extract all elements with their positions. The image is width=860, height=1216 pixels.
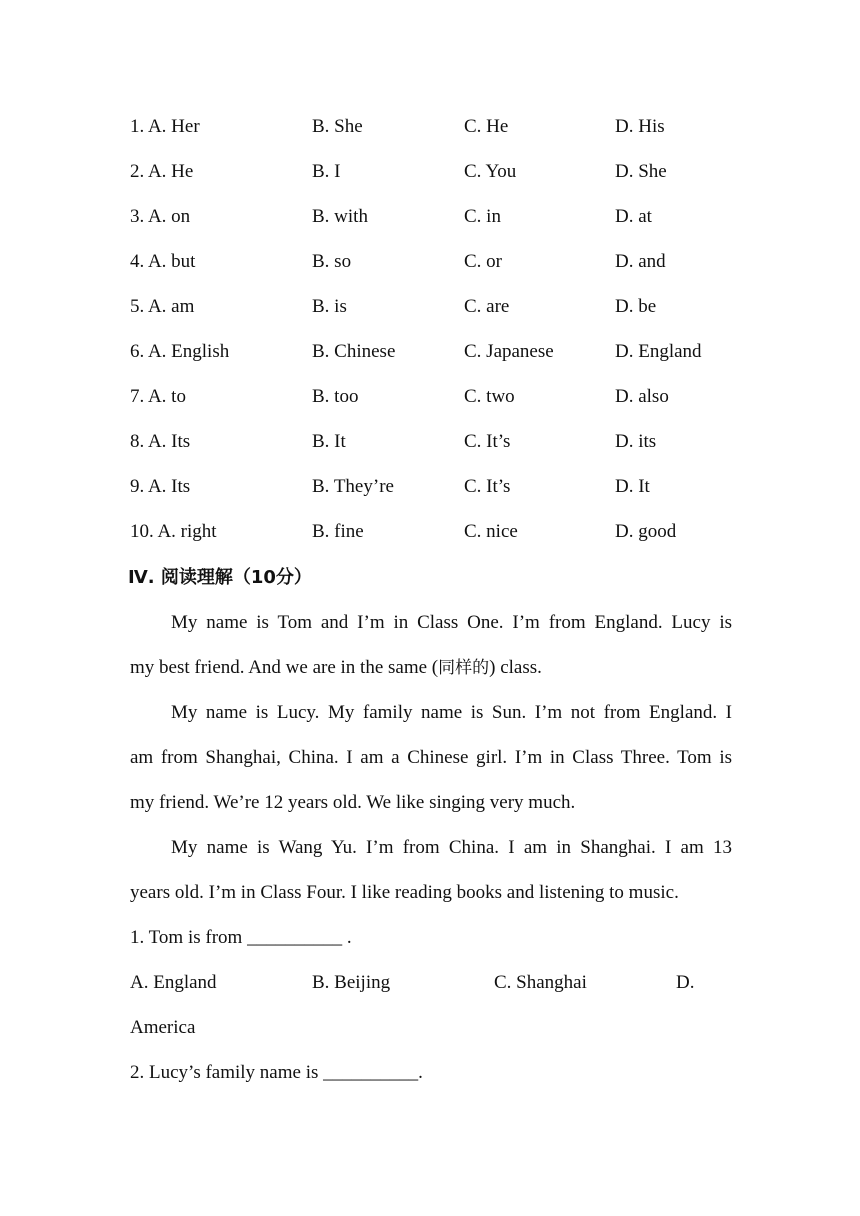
option-d: D. be <box>615 296 657 317</box>
passage-line <box>130 656 732 680</box>
option-b: B. with <box>312 206 368 227</box>
option-b: B. They’re <box>312 476 394 497</box>
option-c: C. Shanghai <box>494 972 587 993</box>
option-b: B. I <box>312 161 341 182</box>
option-b: B. fine <box>312 521 364 542</box>
cloze-option-row <box>0 205 860 229</box>
option-a: 3. A. on <box>130 206 191 227</box>
option-d: D. His <box>615 116 665 137</box>
option-c: C. nice <box>464 521 518 542</box>
option-d: D. its <box>615 431 657 452</box>
option-a: 5. A. am <box>130 296 195 317</box>
passage-line: My name is Lucy. My family name is Sun. I’m not from England. I <box>171 702 732 723</box>
option-d: D. good <box>615 521 677 542</box>
option-d: D. also <box>615 386 669 407</box>
option-d: D. She <box>615 161 667 182</box>
passage-text: my best friend. And we are in the same ( <box>130 657 439 678</box>
cloze-option-row <box>0 520 860 544</box>
question-stem: 1. Tom is from __________ . <box>130 927 352 948</box>
cloze-option-row <box>0 160 860 184</box>
option-a: 7. A. to <box>130 386 186 407</box>
passage-line: years old. I’m in Class Four. I like reading books and listening to music. <box>130 882 679 903</box>
option-d: D. England <box>615 341 702 362</box>
passage-line: My name is Tom and I’m in Class One. I’m from England. Lucy is <box>171 612 732 633</box>
option-c: C. It’s <box>464 431 511 452</box>
option-c: C. You <box>464 161 517 182</box>
question-stem: 2. Lucy’s family name is __________. <box>130 1062 423 1083</box>
option-b: B. is <box>312 296 347 317</box>
option-d: D. at <box>615 206 652 227</box>
option-c: C. Japanese <box>464 341 554 362</box>
option-a: 6. A. English <box>130 341 230 362</box>
option-d: D. <box>676 972 695 993</box>
question-options-row <box>0 971 860 995</box>
passage-line: my friend. We’re 12 years old. We like singing very much. <box>130 792 576 813</box>
option-c: C. It’s <box>464 476 511 497</box>
option-a: 1. A. Her <box>130 116 200 137</box>
option-a: A. England <box>130 972 217 993</box>
option-b: B. Beijing <box>312 972 391 993</box>
option-b: B. She <box>312 116 363 137</box>
cloze-option-row <box>0 295 860 319</box>
option-b: B. too <box>312 386 359 407</box>
option-b: B. It <box>312 431 346 452</box>
option-b: B. so <box>312 251 352 272</box>
option-c: C. He <box>464 116 509 137</box>
option-a: 4. A. but <box>130 251 196 272</box>
option-d: D. It <box>615 476 650 497</box>
option-b: B. Chinese <box>312 341 396 362</box>
option-c: C. in <box>464 206 501 227</box>
passage-line: My name is Wang Yu. I’m from China. I am in Shanghai. I am 13 <box>171 837 732 858</box>
passage-chinese-gloss: 同样的 <box>438 658 490 678</box>
option-a: 2. A. He <box>130 161 194 182</box>
option-a: 8. A. Its <box>130 431 191 452</box>
cloze-option-row <box>0 385 860 409</box>
option-c: C. or <box>464 251 502 272</box>
passage-line: am from Shanghai, China. I am a Chinese girl. I’m in Class Three. Tom is <box>130 747 732 768</box>
cloze-option-row <box>0 475 860 499</box>
cloze-option-row <box>0 430 860 454</box>
option-c: C. are <box>464 296 510 317</box>
section-heading: Ⅳ. 阅读理解（10分） <box>128 567 312 588</box>
option-d-continuation: America <box>130 1017 196 1038</box>
option-a: 9. A. Its <box>130 476 191 497</box>
passage-text: ) class. <box>489 657 542 678</box>
option-d: D. and <box>615 251 666 272</box>
cloze-option-row <box>0 250 860 274</box>
option-a: 10. A. right <box>130 521 217 542</box>
cloze-option-row <box>0 340 860 364</box>
cloze-option-row <box>0 115 860 139</box>
option-c: C. two <box>464 386 515 407</box>
